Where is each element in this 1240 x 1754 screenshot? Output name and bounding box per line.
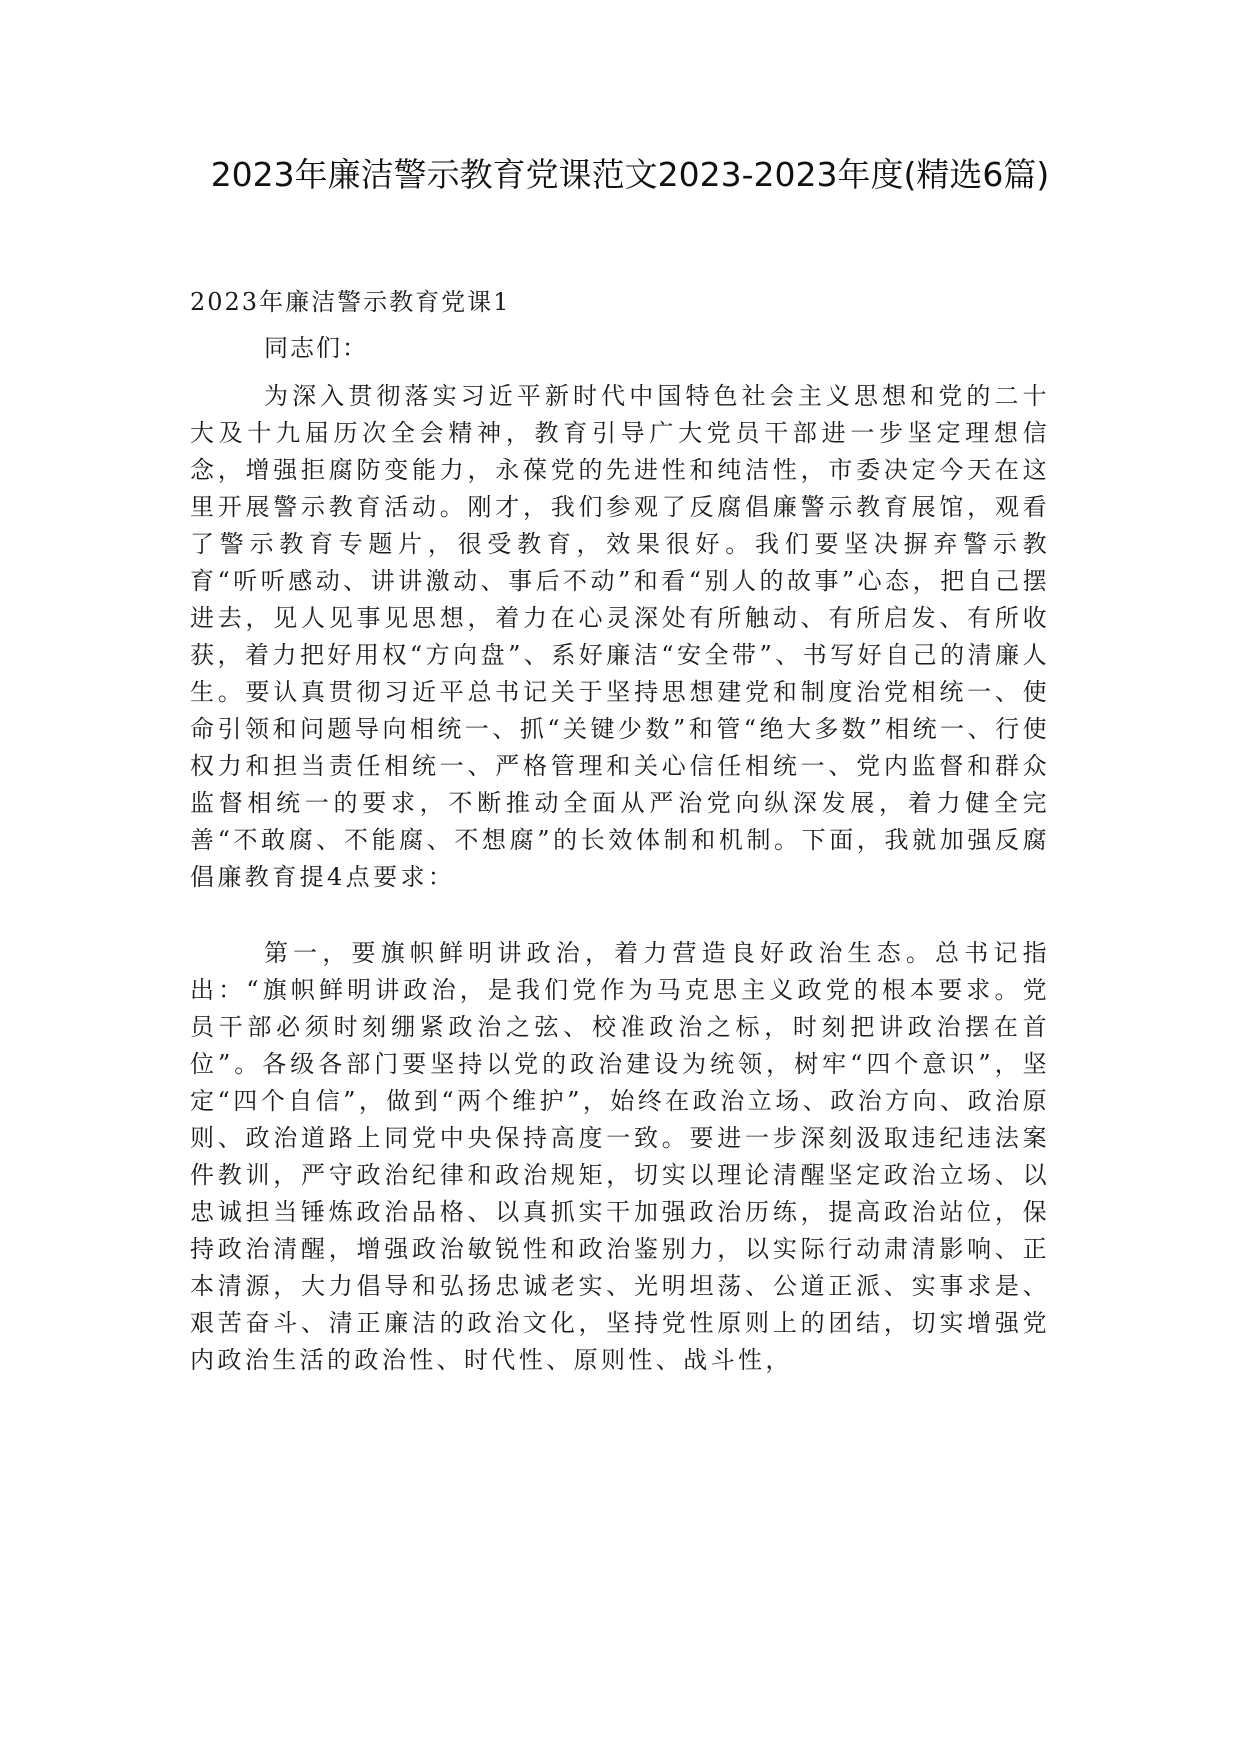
body-paragraph: 为深入贯彻落实习近平新时代中国特色社会主义思想和党的二十大及十九届历次全会精神，教育引导广大党员干部进一步坚定理想信念，增强拒腐防变能力，永葆党的先进性和纯洁性，市委决定今天在这里开展警示教育活动。刚才，我们参观了反腐倡廉警示教育展馆，观看了警示教育专题片，很受教育，效果很好。我们要坚决摒弃警示教育“听听感动、讲讲激动、事后不动”和看“别人的故事”心态，把自己摆进去，见人见事见思想，着力在心灵深处有所触动、有所启发、有所收获，着力把好用权“方向盘”、系好廉洁“安全带”、书写好自己的清廉人生。要认真贯彻习近平总书记关于坚持思想建党和制度治党相统一、使命引领和问题导向相统一、抓“关键少数”和管“绝大多数”相统一、行使权力和担当责任相统一、严格管理和关心信任相统一、党内监督和群众监督相统一的要求，不断推动全面从严治党向纵深发展，着力健全完善“不敢腐、不能腐、不想腐”的长效体制和机制。下面，我就加强反腐倡廉教育提4点要求： [190, 382, 1050, 891]
body-paragraph: 第一，要旗帜鲜明讲政治，着力营造良好政治生态。总书记指出：“旗帜鲜明讲政治，是我们党作为马克思主义政党的根本要求。党员干部必须时刻绷紧政治之弦、校准政治之标，时刻把讲政治摆在首位”。各级各部门要坚持以党的政治建设为统领，树牢“四个意识”，坚定“四个自信”，做到“两个维护”，始终在政治立场、政治方向、政治原则、政治道路上同党中央保持高度一致。要进一步深刻汲取违纪违法案件教训，严守政治纪律和政治规矩，切实以理论清醒坚定政治立场、以忠诚担当锤炼政治品格、以真抓实干加强政治历练，提高政治站位，保持政治清醒，增强政治敏锐性和政治鉴别力，以实际行动肃清影响、正本清源，大力倡导和弘扬忠诚老实、光明坦荡、公道正派、实事求是、艰苦奋斗、清正廉洁的政治文化，坚持党性原则上的团结，切实增强党内政治生活的政治性、时代性、原则性、战斗性， [190, 939, 1050, 1374]
document-title: 2023年廉洁警示教育党课范文2023-2023年度(精选6篇) [210, 155, 1050, 194]
salutation: 同志们： [264, 334, 368, 362]
section-heading: 2023年廉洁警示教育党课1 [190, 288, 511, 316]
